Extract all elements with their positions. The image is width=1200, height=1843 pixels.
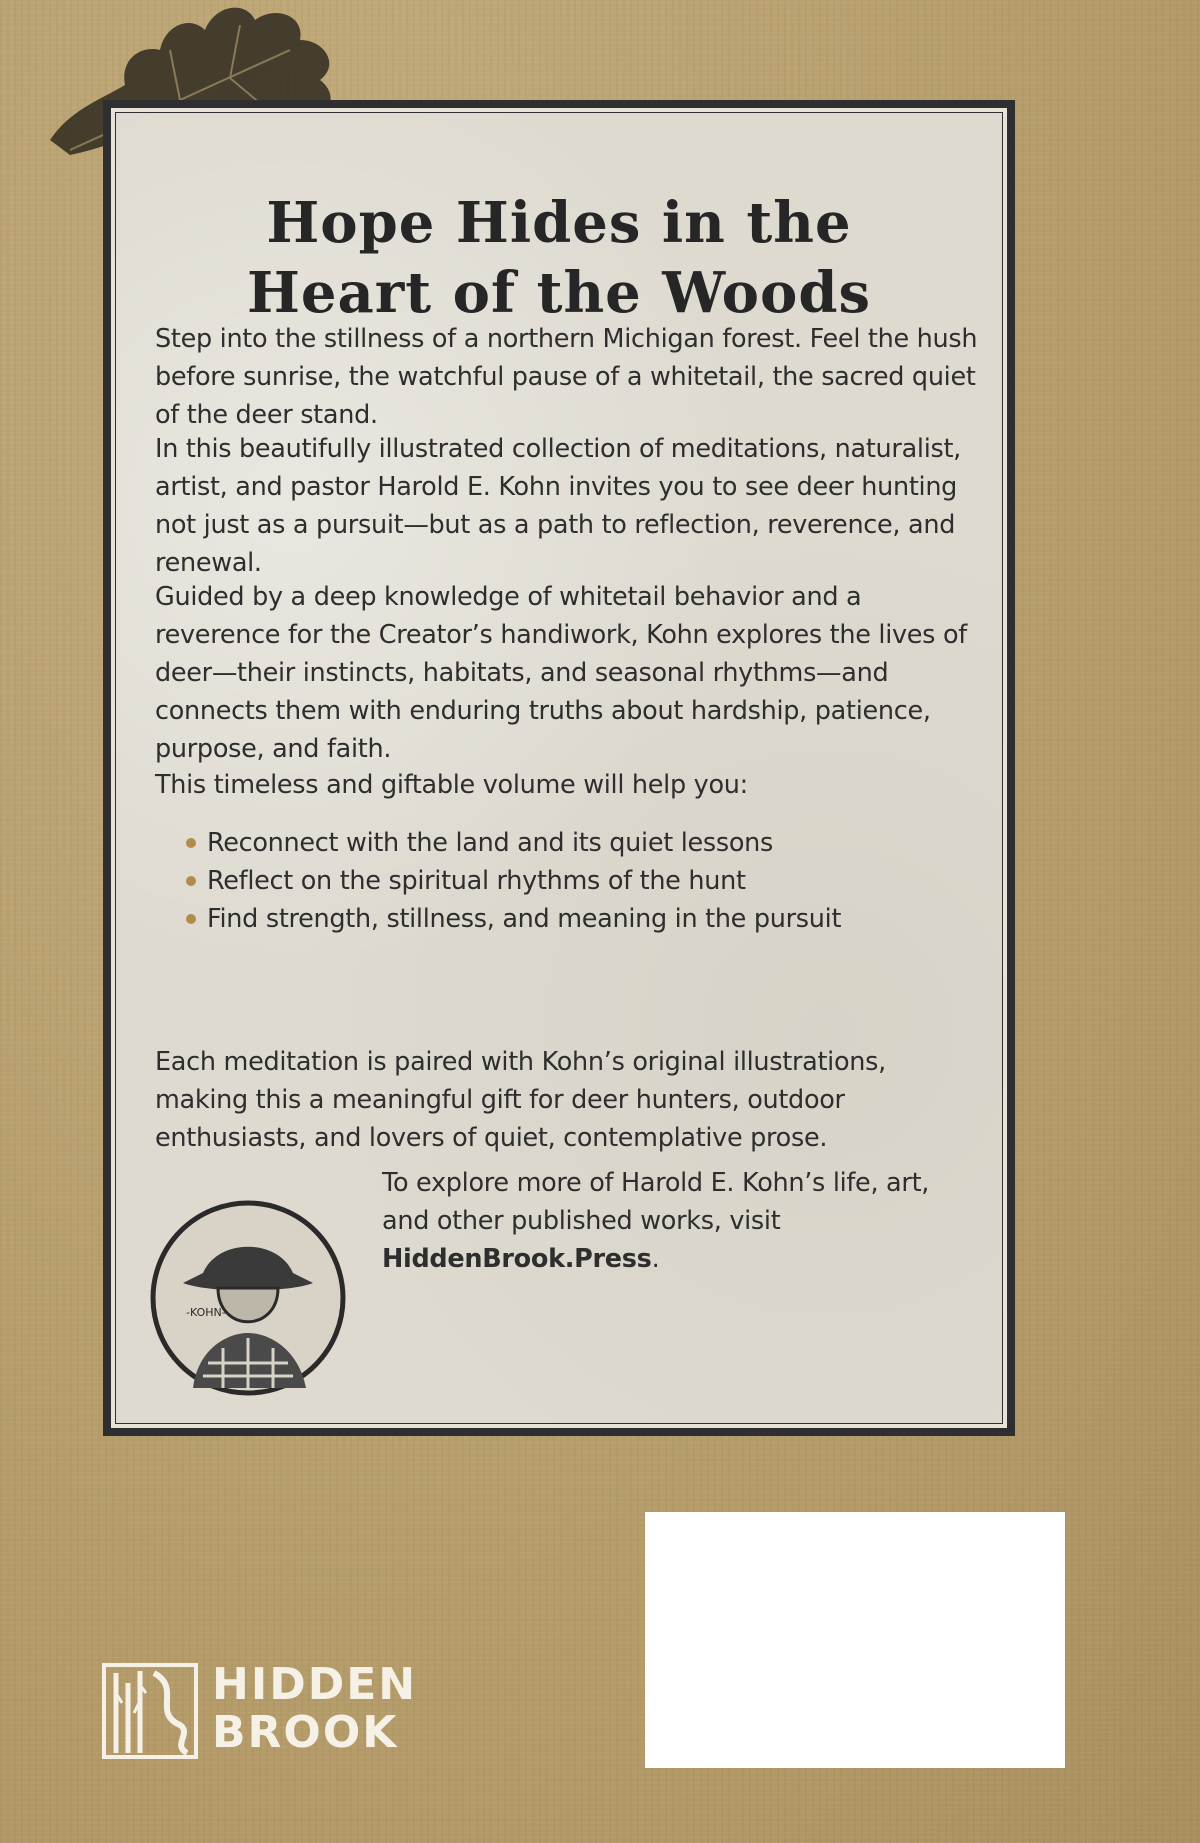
list-item: Reflect on the spiritual rhythms of the hunt [186, 862, 841, 900]
description-panel [103, 100, 1015, 1436]
benefits-list [186, 824, 841, 938]
bullet-icon [186, 876, 196, 886]
publisher-name-line-2: BROOK [212, 1707, 399, 1758]
explore-text: To explore more of Harold E. Kohn’s life, art, and other published works, visit HiddenBrook.Press. [382, 1168, 930, 1274]
list-item: Reconnect with the land and its quiet lessons [186, 824, 841, 862]
closing-paragraph: Each meditation is paired with Kohn’s original illustrations, making this a meaningful gift for deer hunters, outdoor enthusiasts, and lovers of quiet, contemplative prose. [155, 1047, 886, 1153]
barcode-area [645, 1512, 1065, 1768]
portrait-signature: -KOHN- [186, 1306, 226, 1319]
hidden-brook-logo-icon [102, 1663, 198, 1759]
publisher-logo [102, 1659, 442, 1759]
title-line-1: Hope Hides in the [266, 190, 852, 256]
help-intro: This timeless and giftable volume will help you: [155, 770, 748, 800]
list-item: Find strength, stillness, and meaning in the pursuit [186, 900, 841, 938]
collection-paragraph: In this beautifully illustrated collection of meditations, naturalist, artist, and pastor Harold E. Kohn invites you to see deer hunting not just as a pursuit—but as a path to reflection, reverence, and renewal. [155, 434, 961, 578]
intro-paragraph: Step into the stillness of a northern Michigan forest. Feel the hush before sunrise, the watchful pause of a whitetail, the sacred quiet of the deer stand. [155, 324, 978, 430]
title-line-2: Heart of the Woods [246, 260, 872, 326]
bullet-icon [186, 914, 196, 924]
guided-paragraph: Guided by a deep knowledge of whitetail behavior and a reverence for the Creator’s handiwork, Kohn explores the lives of deer—their instincts, habitats, and seasonal rhythms—and connects them with enduring truths about hardship, patience, purpose, and faith. [155, 582, 967, 764]
portrait-illustration [148, 1198, 348, 1398]
publisher-name-line-1: HIDDEN [212, 1659, 418, 1710]
bullet-icon [186, 838, 196, 848]
website-link[interactable]: HiddenBrook.Press [382, 1244, 652, 1274]
